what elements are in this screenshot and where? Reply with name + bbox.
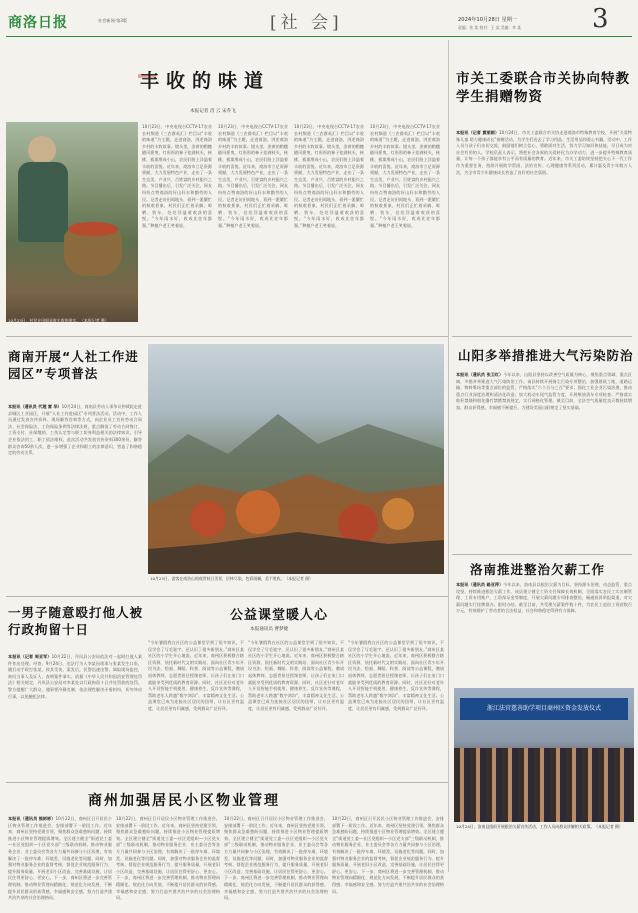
assault-text: 10月22日，丹凤县公安局依法对一起殴打他人案件作出处理。经查，9月24日，违法行为人李某因琐事与张某发生口角，随后动手殴打张某，致其受伤。案发后，民警迅速出警，调取现场监控，询问当事人及证人，查明案件事实。依据《中华人民共和国治安管理处罚法》相关规定，丹凤县公安局对李某处以行政拘留十日并处罚款的处罚。警方提醒广大群众，遇事要冷静克制，依法理性解决矛盾纠纷，切勿冲动行事，以免触犯法律。 bbox=[8, 654, 142, 699]
air-pollution-title: 山阳多举措推进大气污染防治 bbox=[458, 348, 634, 363]
property-mgmt-byline: 本报讯（通讯员 熊彬彬） bbox=[8, 816, 56, 821]
banner-photo-caption: 10月24日，洛南县组织开展根治欠薪宣传活动，工作人员向群众讲解相关政策。（本报记者 摄） bbox=[456, 824, 623, 829]
donation-text: 10月24日，市关工委联合市关协走进商洛市特殊教育学校，开展“关爱特殊儿童 助力健康成长”捐赠活动，为学生们送去了学习用品、生活用品和爱心书籍。活动中，工作人员与孩子们亲切交流，鼓励他们树立信心，勇敢面对生活，努力学习知识和技能，早日成为对社会有用的人。学校负责人表示，将把社会各界的关爱转化为办学动力，进一步提升特殊教育质量，让每一个孩子都能享有公平而有质量的教育。近年来，市关工委始终坚持把关心下一代工作作为重要任务，持续开展助学帮困、法治宣传、心理健康等系列活动，累计惠及青少年数万人次，为全市青少年健康成长营造了良好的社会氛围。 bbox=[456, 130, 632, 175]
legal-outreach-byline: 本报讯（通讯员 代理 雷 华） bbox=[8, 404, 62, 409]
section-divider bbox=[452, 336, 632, 337]
page-number: 3 bbox=[592, 4, 609, 34]
property-mgmt-body-col4: 10月22日，商州区召开居民小区物业管理工作推进会，安排部署下一阶段工作。近年来，商州区坚持党建引领，聚焦群众急难愁盼问题，持续推进小区物业管理提质增效。全区建立健全“街道党工委—社区党组织—小区党支部”三级联动机制，推动物业服务企业、业主委员会等各方力量共同参与小区治理，有效解决了一批停车难、环境差、设施老化等问题。同时，加强对物业服务企业的监督考核，督促企业规范服务行为、提升服务质量，开展老旧小区改造，完善基础设施，让居民住得更舒心、更安心。下一步，商州区将进一步完善管理机制，推动物业管理向精细化、规范化方向发展，不断提升居民群众的获得感、幸福感和安全感，努力打造共建共治共享的社会治理格局。 bbox=[332, 816, 444, 894]
property-mgmt-body-col3: 10月22日，商州区召开居民小区物业管理工作推进会，安排部署下一阶段工作。近年来，商州区坚持党建引领，聚焦群众急难愁盼问题，持续推进小区物业管理提质增效。全区建立健全“街道党工委—社区党组织—小区党支部”三级联动机制，推动物业服务企业、业主委员会等各方力量共同参与小区治理，有效解决了一批停车难、环境差、设施老化等问题。同时，加强对物业服务企业的监督考核，督促企业规范服务行为、提升服务质量，开展老旧小区改造，完善基础设施，让居民住得更舒心、更安心。下一步，商州区将进一步完善管理机制，推动物业管理向精细化、规范化方向发展，不断提升居民群众的获得感、幸福感和安全感，努力打造共建共治共享的社会治理格局。 bbox=[224, 816, 328, 901]
charity-class-body-col2: “今年暑假我在社区的公益课堂学到了很多知识，不仅学会了写毛笔字，还认识了很多新朋友。”商州区某社区的小学生开心地说。近年来，商州区积极整合辖区资源，依托新时代文明实践站，面向社区青少年开设书法、绘画、舞蹈、科普、阅读等公益课程，邀请退休教师、志愿者担任授课老师，让孩子们在家门口就能享受到优质的教育资源。同时，社区还针对老年人开设智能手机使用、健康养生、反诈宣传等课程，帮助老年人跨越“数字鸿沟”，丰富精神文化生活。公益课堂已成为连接社区居民的纽带，让社区更有温度，让居民更有归属感，受到群众广泛好评。 bbox=[248, 640, 344, 711]
issue-date: 2024年10月28日 星期一 bbox=[458, 17, 518, 23]
event-banner: 浙江法官慈善助学项目商州区资金发放仪式 bbox=[460, 698, 628, 720]
banner-event-photo bbox=[454, 688, 634, 822]
property-mgmt-text: 10月22日，商州区召开居民小区物业管理工作推进会，安排部署下一阶段工作。近年来，商州区坚持党建引领，聚焦群众急难愁盼问题，持续推进小区物业管理提质增效。全区建立健全“街道党工委—社区党组织—小区党支部”三级联动机制，推动物业服务企业、业主委员会等各方力量共同参与小区治理，有效解决了一批停车难、环境差、设施老化等问题。同时，加强对物业服务企业的监督考核，督促企业规范服务行为、提升服务质量，开展老旧小区改造，完善基础设施，让居民住得更舒心、更安心。下一步，商州区将进一步完善管理机制，推动物业管理向精细化、规范化方向发展，不断提升居民群众的获得感、幸福感和安全感，努力打造共建共治共享的社会治理格局。 bbox=[8, 816, 112, 901]
legal-outreach-text: 10月24日，商南县劳动人事争议仲裁院走进县城区工业园区，开展“人社工作进园区”专项普法活动。活动中，工作人员通过发放宣传资料、现场解答咨询等方式，向企业员工宣传劳动合同法、社会保险法、工伤保险条例等法律法规，重点解读了劳动合同签订、工资支付、社保缴纳、工伤认定等与职工切身利益相关的法律知识，引导企业依法用工、职工依法维权。此次活动共发放宣传资料300余份，解答群众咨询50余人次，进一步增强了企业和职工的法律意识，营造了和谐稳定的劳动关系。 bbox=[8, 404, 142, 456]
harvest-body-col3: 10月23日，中央电视台CCTV-17农业农村频道《三农群英汇》栏目以“丰收的味道”为主题，走进商洛，讲述商洛乡村的丰收故事。镜头里，金黄的稻穗随风摇曳，红彤彤的柿子挂满枝头，核桃、板栗堆成小山，农民们脸上洋溢着丰收的喜悦。近年来，商洛市立足资源禀赋，大力发展特色产业，走出了一条生态美、产业兴、百姓富的乡村振兴之路。节目播出后，引发广泛关注，网友纷纷点赞商洛的好山好水和勤劳的人民。记者走访田间地头，看到一派繁忙的秋收景象，村民们正忙着采摘、晾晒、装车，处处洋溢着收获的喜悦。“今年雨水好，收成比往年都强。”种植户老王笑着说。 bbox=[294, 124, 364, 228]
masthead bbox=[0, 0, 638, 38]
unpaid-wages-body bbox=[456, 582, 632, 686]
charity-class-body-col1: “今年暑假我在社区的公益课堂学到了很多知识，不仅学会了写毛笔字，还认识了很多新朋友。”商州区某社区的小学生开心地说。近年来，商州区积极整合辖区资源，依托新时代文明实践站，面向社区青少年开设书法、绘画、舞蹈、科普、阅读等公益课程，邀请退休教师、志愿者担任授课老师，让孩子们在家门口就能享受到优质的教育资源。同时，社区还针对老年人开设智能手机使用、健康养生、反诈宣传等课程，帮助老年人跨越“数字鸿沟”，丰富精神文化生活。公益课堂已成为连接社区居民的纽带，让社区更有温度，让居民更有归属感，受到群众广泛好评。 bbox=[148, 640, 244, 711]
charity-class-body-col3: “今年暑假我在社区的公益课堂学到了很多知识，不仅学会了写毛笔字，还认识了很多新朋友。”商州区某社区的小学生开心地说。近年来，商州区积极整合辖区资源，依托新时代文明实践站，面向社区青少年开设书法、绘画、舞蹈、科普、阅读等公益课程，邀请退休教师、志愿者担任授课老师，让孩子们在家门口就能享受到优质的教育资源。同时，社区还针对老年人开设智能手机使用、健康养生、反诈宣传等课程，帮助老年人跨越“数字鸿沟”，丰富精神文化生活。公益课堂已成为连接社区居民的纽带，让社区更有温度，让居民更有归属感，受到群众广泛好评。 bbox=[348, 640, 444, 711]
property-mgmt-body-col1 bbox=[8, 816, 112, 910]
air-pollution-byline: 本报讯（通讯员 张卫红） bbox=[456, 372, 504, 377]
air-pollution-text: 今年以来，山阳县坚持以改善空气质量为核心，聚焦重点领域、重点区域，多措并举推进大气污染防治工作。该县持续开展扬尘污染专项整治，加强建筑工地、道路运输、物料堆场等重点部位的监管，严格落实“六个百分之百”要求；强化工业企业污染治理，推动重点行业深度治理和清洁化改造；加大机动车尾气监管力度，开展柴油货车专项检查；严格落实秸秆禁烧和烟花爆竹禁燃禁放规定，实行网格化管理。截至目前，全县空气质量优良天数持续增加，群众获得感、幸福感不断提升，为建设美丽山阳奠定了坚实基础。 bbox=[456, 372, 632, 410]
farmer-photo-caption: 10月23日，村民在田间采收丰收的果实。（本报记者 摄） bbox=[8, 318, 109, 323]
landscape-photo-caption: 10月23日，游客在商洛山间观赏秋日美景，层林尽染，色彩斑斓，美不胜收。（本报记者 摄） bbox=[150, 576, 313, 581]
donation-title bbox=[456, 70, 634, 106]
section-divider bbox=[6, 336, 448, 337]
section-divider bbox=[6, 782, 448, 783]
masthead-tagline: 社会新闻·第3版 bbox=[98, 18, 128, 23]
mountain-scene bbox=[148, 344, 444, 574]
section-divider bbox=[6, 596, 448, 597]
charity-class-title: 公益课堂暖人心 bbox=[230, 608, 329, 623]
air-pollution-body bbox=[456, 372, 632, 552]
mountain-landscape-photo bbox=[148, 344, 444, 574]
harvest-body-col4: 10月23日，中央电视台CCTV-17农业农村频道《三农群英汇》栏目以“丰收的味道”为主题，走进商洛，讲述商洛乡村的丰收故事。镜头里，金黄的稻穗随风摇曳，红彤彤的柿子挂满枝头，核桃、板栗堆成小山，农民们脸上洋溢着丰收的喜悦。近年来，商洛市立足资源禀赋，大力发展特色产业，走出了一条生态美、产业兴、百姓富的乡村振兴之路。节目播出后，引发广泛关注，网友纷纷点赞商洛的好山好水和勤劳的人民。记者走访田间地头，看到一派繁忙的秋收景象，村民们正忙着采摘、晾晒、装车，处处洋溢着收获的喜悦。“今年雨水好，收成比往年都强。”种植户老王笑着说。 bbox=[370, 124, 440, 228]
editor-credits: 责编：张 某 校对：王 某 美编：李 某 bbox=[458, 25, 521, 30]
unpaid-wages-byline: 本报讯（通讯员 路亚萍） bbox=[456, 582, 504, 587]
donation-byline: 本报讯（记者 黄丽娟） bbox=[456, 130, 499, 135]
farmer-photo bbox=[6, 122, 138, 322]
section-label: [社 会] bbox=[270, 13, 343, 33]
legal-outreach-body bbox=[8, 404, 142, 586]
harvest-byline: 本报记者 肖 云 宋乔飞 bbox=[190, 109, 236, 114]
harvest-article-title: 丰收的味道 bbox=[140, 70, 271, 92]
charity-class-byline: 本报通讯员 曹梦婕 bbox=[250, 627, 289, 632]
unpaid-wages-title: 洛南推进整治欠薪工作 bbox=[470, 562, 606, 577]
property-mgmt-body-col2: 10月22日，商州区召开居民小区物业管理工作推进会，安排部署下一阶段工作。近年来，商州区坚持党建引领，聚焦群众急难愁盼问题，持续推进小区物业管理提质增效。全区建立健全“街道党工委—社区党组织—小区党支部”三级联动机制，推动物业服务企业、业主委员会等各方力量共同参与小区治理，有效解决了一批停车难、环境差、设施老化等问题。同时，加强对物业服务企业的监督考核，督促企业规范服务行为、提升服务质量，开展老旧小区改造，完善基础设施，让居民住得更舒心、更安心。下一步，商州区将进一步完善管理机制，推动物业管理向精细化、规范化方向发展，不断提升居民群众的获得感、幸福感和安全感，努力打造共建共治共享的社会治理格局。 bbox=[116, 816, 220, 901]
legal-outreach-title-text: 商南开展“人社工作进园区”专项普法 bbox=[8, 349, 139, 381]
newspaper-logo: 商洛日报 bbox=[8, 15, 68, 31]
masthead-divider bbox=[6, 36, 632, 37]
harvest-body-col1: 10月23日，中央电视台CCTV-17农业农村频道《三农群英汇》栏目以“丰收的味道”为主题，走进商洛，讲述商洛乡村的丰收故事。镜头里，金黄的稻穗随风摇曳，红彤彤的柿子挂满枝头，核桃、板栗堆成小山，农民们脸上洋溢着丰收的喜悦。近年来，商洛市立足资源禀赋，大力发展特色产业，走出了一条生态美、产业兴、百姓富的乡村振兴之路。节目播出后，引发广泛关注，网友纷纷点赞商洛的好山好水和勤劳的人民。记者走访田间地头，看到一派繁忙的秋收景象，村民们正忙着采摘、晾晒、装车，处处洋溢着收获的喜悦。“今年雨水好，收成比往年都强。”种植户老王笑着说。 bbox=[142, 124, 212, 228]
legal-outreach-title bbox=[8, 348, 144, 382]
section-divider bbox=[452, 554, 632, 555]
assault-title-text: 一男子随意殴打他人被行政拘留十日 bbox=[8, 605, 144, 637]
unpaid-wages-text: 今年以来，洛南县以根治欠薪为目标，坚持源头治理、动态监管、重点攻坚，持续推进根治欠薪工作。该县建立健全工资支付保障长效机制，全面落实农民工实名制管理、工资专用账户、工资保证金等制度，开展欠薪问题专项排查整治，畅通投诉举报渠道，对欠薪问题实行挂牌督办、限时办结。截至目前，共受理欠薪案件数十件，为农民工追回工资款数百万元，有效维护了劳动者的合法权益，社会和谐稳定得到有力保障。 bbox=[456, 582, 632, 614]
assault-body bbox=[8, 654, 142, 774]
harvest-body-col2: 10月23日，中央电视台CCTV-17农业农村频道《三农群英汇》栏目以“丰收的味道”为主题，走进商洛，讲述商洛乡村的丰收故事。镜头里，金黄的稻穗随风摇曳，红彤彤的柿子挂满枝头，核桃、板栗堆成小山，农民们脸上洋溢着丰收的喜悦。近年来，商洛市立足资源禀赋，大力发展特色产业，走出了一条生态美、产业兴、百姓富的乡村振兴之路。节目播出后，引发广泛关注，网友纷纷点赞商洛的好山好水和勤劳的人民。记者走访田间地头，看到一派繁忙的秋收景象，村民们正忙着采摘、晾晒、装车，处处洋溢着收获的喜悦。“今年雨水好，收成比往年都强。”种植户老王笑着说。 bbox=[218, 124, 288, 228]
assault-title bbox=[8, 604, 144, 638]
col-divider bbox=[448, 40, 449, 872]
donation-title-text: 市关工委联合市关协向特教学生捐赠物资 bbox=[456, 71, 630, 105]
donation-body bbox=[456, 130, 632, 338]
property-mgmt-title: 商州加强居民小区物业管理 bbox=[88, 793, 280, 809]
assault-byline: 本报讯（记者 周亚军） bbox=[8, 654, 52, 659]
